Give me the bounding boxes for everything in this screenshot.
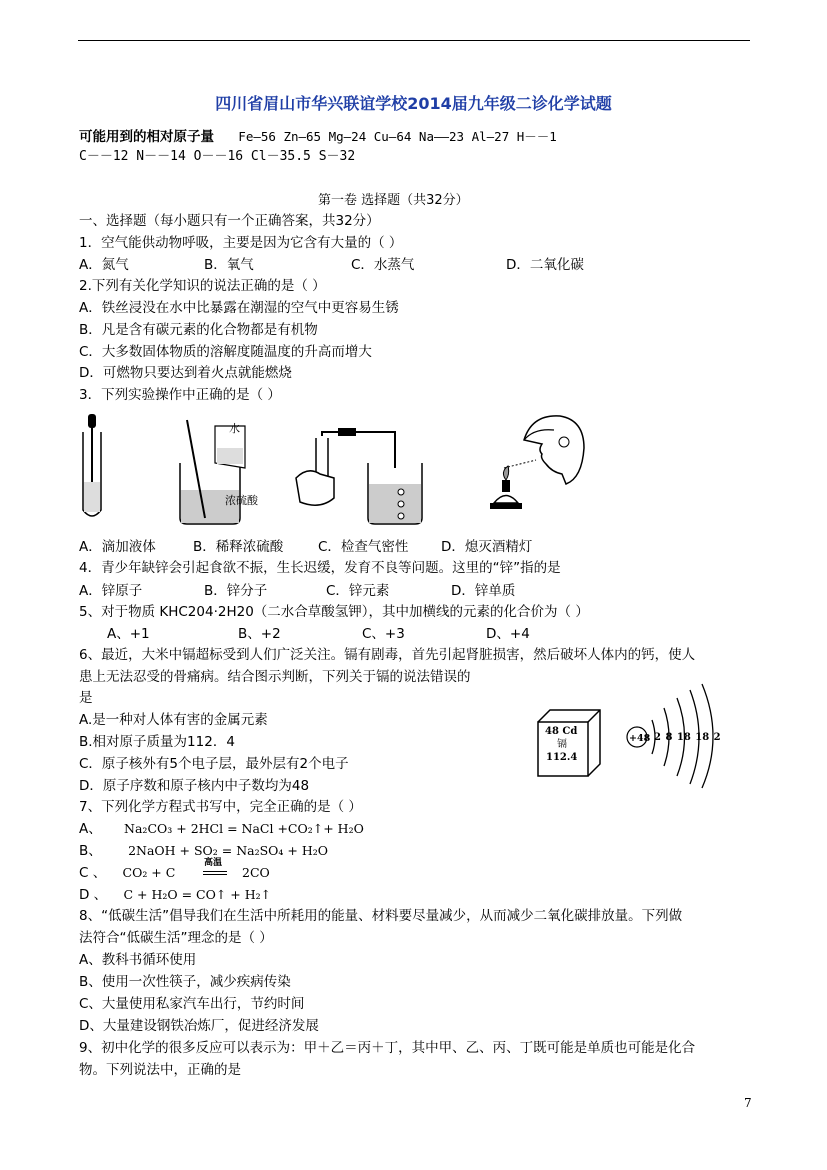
q7-option-d: [79, 886, 271, 904]
q3-option-d: D．熄灭酒精灯: [441, 539, 533, 555]
element-mass: 112.4: [546, 752, 578, 763]
lamp-base: [490, 503, 522, 509]
q7-stem: 7、下列化学方程式书写中，完全正确的是（ ）: [79, 799, 362, 815]
element-number: 48: [545, 726, 559, 737]
section-title: 第一卷 选择题（共32分）: [318, 193, 469, 208]
q1-option-d: D．二氧化碳: [506, 257, 584, 273]
header-rule: [78, 40, 750, 41]
q7-c-equation-right: 2CO: [242, 865, 270, 880]
connecting-tube: [322, 432, 395, 468]
part-title: 一、选择题（每小题只有一个正确答案，共32分）: [79, 213, 380, 229]
q8-stem-line-1: 8、“低碳生活”倡导我们在生活中所耗用的能量、材料要尽量减少，从而减少二氧化碳排放量。下列做: [79, 908, 683, 924]
q3-option-b: B．稀释浓硫酸: [193, 539, 284, 555]
q2-option-b: B．凡是含有碳元素的化合物都是有机物: [79, 322, 318, 338]
element-number-symbol: [545, 726, 577, 738]
q2-option-a: A．铁丝浸没在水中比暴露在潮湿的空气中更容易生锈: [79, 300, 399, 316]
q8-stem-line-2: 法符合“低碳生活”理念的是（ ）: [79, 930, 273, 946]
q7-c-condition: 高温: [204, 858, 223, 868]
bubble: [398, 513, 404, 519]
page-number: 7: [744, 1096, 752, 1110]
page-title: 四川省眉山市华兴联谊学校2014届九年级二诊化学试题: [215, 94, 612, 113]
element-name: 镉: [557, 739, 567, 750]
lamp-wick: [502, 480, 510, 492]
q6-stem-line-1: 6、最近，大米中镉超标受到人们广泛关注。镉有剧毒，首先引起肾脏损害，然后破坏人体内的钙，使人: [79, 647, 696, 663]
q5-option-b: B、+2: [238, 626, 281, 642]
q6-option-b: B.相对原子质量为112．4: [79, 734, 235, 750]
q9-stem-line-1: 9、初中化学的很多反应可以表示为：甲＋乙＝丙＋丁，其中甲、乙、丙、丁既可能是单质也可能是化合: [79, 1040, 696, 1056]
equals-bar-top: [203, 871, 227, 872]
dropper-figure: [78, 412, 108, 522]
water-label: 水: [229, 422, 240, 435]
q7-a-equation: Na₂CO₃ + 2HCl = NaCl +CO₂↑+ H₂O: [124, 821, 364, 836]
nucleus-charge: +48: [629, 733, 651, 744]
q8-option-a: A、教科书循环使用: [79, 952, 197, 968]
atomic-masses-label: 可能用到的相对原子量: [79, 129, 214, 145]
beaker-c-liquid: [369, 484, 421, 523]
q7-c-label: C 、: [79, 865, 107, 881]
alcohol-lamp-figure: [484, 408, 594, 520]
q6-option-c: C．原子核外有5个电子层，最外层有2个电子: [79, 756, 349, 772]
q5-option-c: C、+3: [362, 626, 405, 642]
q2-option-d: D．可燃物只要达到着火点就能燃烧: [79, 365, 292, 381]
q7-b-equation: 2NaOH + SO₂ = Na₂SO₄ + H₂O: [128, 843, 329, 858]
q1-stem: 1．空气能供动物呼吸，主要是因为它含有大量的（ ）: [79, 235, 403, 251]
shell-electrons: 2 8 18 18 2: [654, 732, 721, 743]
q4-option-d: D．锌单质: [451, 583, 516, 599]
q8-option-b: B、使用一次性筷子，减少疾病传染: [79, 974, 291, 990]
airtight-figure: [290, 418, 425, 528]
tube-connector: [338, 428, 356, 436]
q7-d-label: D 、: [79, 887, 108, 903]
q8-option-c: C、大量使用私家汽车出行，节约时间: [79, 996, 305, 1012]
atomic-masses-values-1: Fe—56 Zn—65 Mg—24 Cu—64 Na——23 Al—27 H－－1: [238, 129, 557, 144]
atomic-masses-values-2: C－－12 N－－14 O－－16 Cl－35.5 S－32: [79, 149, 356, 164]
q3-stem: 3．下列实验操作中正确的是（ ）: [79, 387, 281, 403]
q7-option-a: [79, 820, 364, 838]
q1-option-c: C．水蒸气: [351, 257, 415, 273]
q1-option-b: B．氧气: [204, 257, 254, 273]
element-symbol: Cd: [562, 726, 578, 737]
q4-option-b: B．锌分子: [204, 583, 268, 599]
q5-option-a: A、+1: [107, 626, 150, 642]
q7-a-label: A、: [79, 821, 102, 837]
q4-option-c: C．锌元素: [326, 583, 390, 599]
q6-option-d: D．原子序数和原子核内中子数均为48: [79, 778, 310, 794]
equals-bar-bottom: [203, 874, 227, 875]
q4-option-a: A．锌原子: [79, 583, 143, 599]
acid-label: 浓硫酸: [225, 494, 258, 507]
q9-stem-line-2: 物。下列说法中，正确的是: [79, 1062, 241, 1078]
q5-option-d: D、+4: [486, 626, 530, 642]
cup-liquid: [217, 448, 243, 464]
tube-liquid: [84, 482, 100, 512]
q3-option-a: A．滴加液体: [79, 539, 156, 555]
atomic-masses-line-1: [79, 128, 557, 146]
q6-stem-line-3: 是: [79, 690, 93, 706]
q6-stem-line-2: 患上无法忍受的骨痛病。结合图示判断，下列关于镉的说法错误的: [79, 669, 471, 685]
dropper-bulb: [88, 414, 96, 428]
bubble: [398, 501, 404, 507]
q7-d-equation: C + H₂O = CO↑ + H₂↑: [123, 887, 272, 902]
breath-line: [504, 460, 536, 468]
q7-b-label: B、: [79, 843, 102, 859]
q1-option-a: A．氮气: [79, 257, 129, 273]
q2-option-c: C．大多数固体物质的溶解度随温度的升高而增大: [79, 344, 372, 360]
hand-shape: [296, 471, 334, 505]
element-cube: [534, 708, 604, 778]
lamp-body: [494, 496, 518, 504]
q7-option-c: [79, 864, 175, 882]
q5-stem: 5、对于物质 KHC204·2H20（二水合草酸氢钾），其中加横线的元素的化合价为（ ）: [79, 604, 589, 620]
q7-c-equation-left: CO₂ + C: [122, 865, 176, 880]
bubble: [398, 489, 404, 495]
q4-stem: 4．青少年缺锌会引起食欲不振，生长迟缓，发育不良等问题。这里的“锌”指的是: [79, 560, 561, 576]
q2-stem: 2.下列有关化学知识的说法正确的是（ ）: [79, 278, 326, 294]
q3-option-c: C．检查气密性: [318, 539, 409, 555]
person-head: [524, 416, 584, 484]
q8-option-d: D、大量建设钢铁冶炼厂，促进经济发展: [79, 1018, 319, 1034]
q6-option-a: A.是一种对人体有害的金属元素: [79, 712, 268, 728]
